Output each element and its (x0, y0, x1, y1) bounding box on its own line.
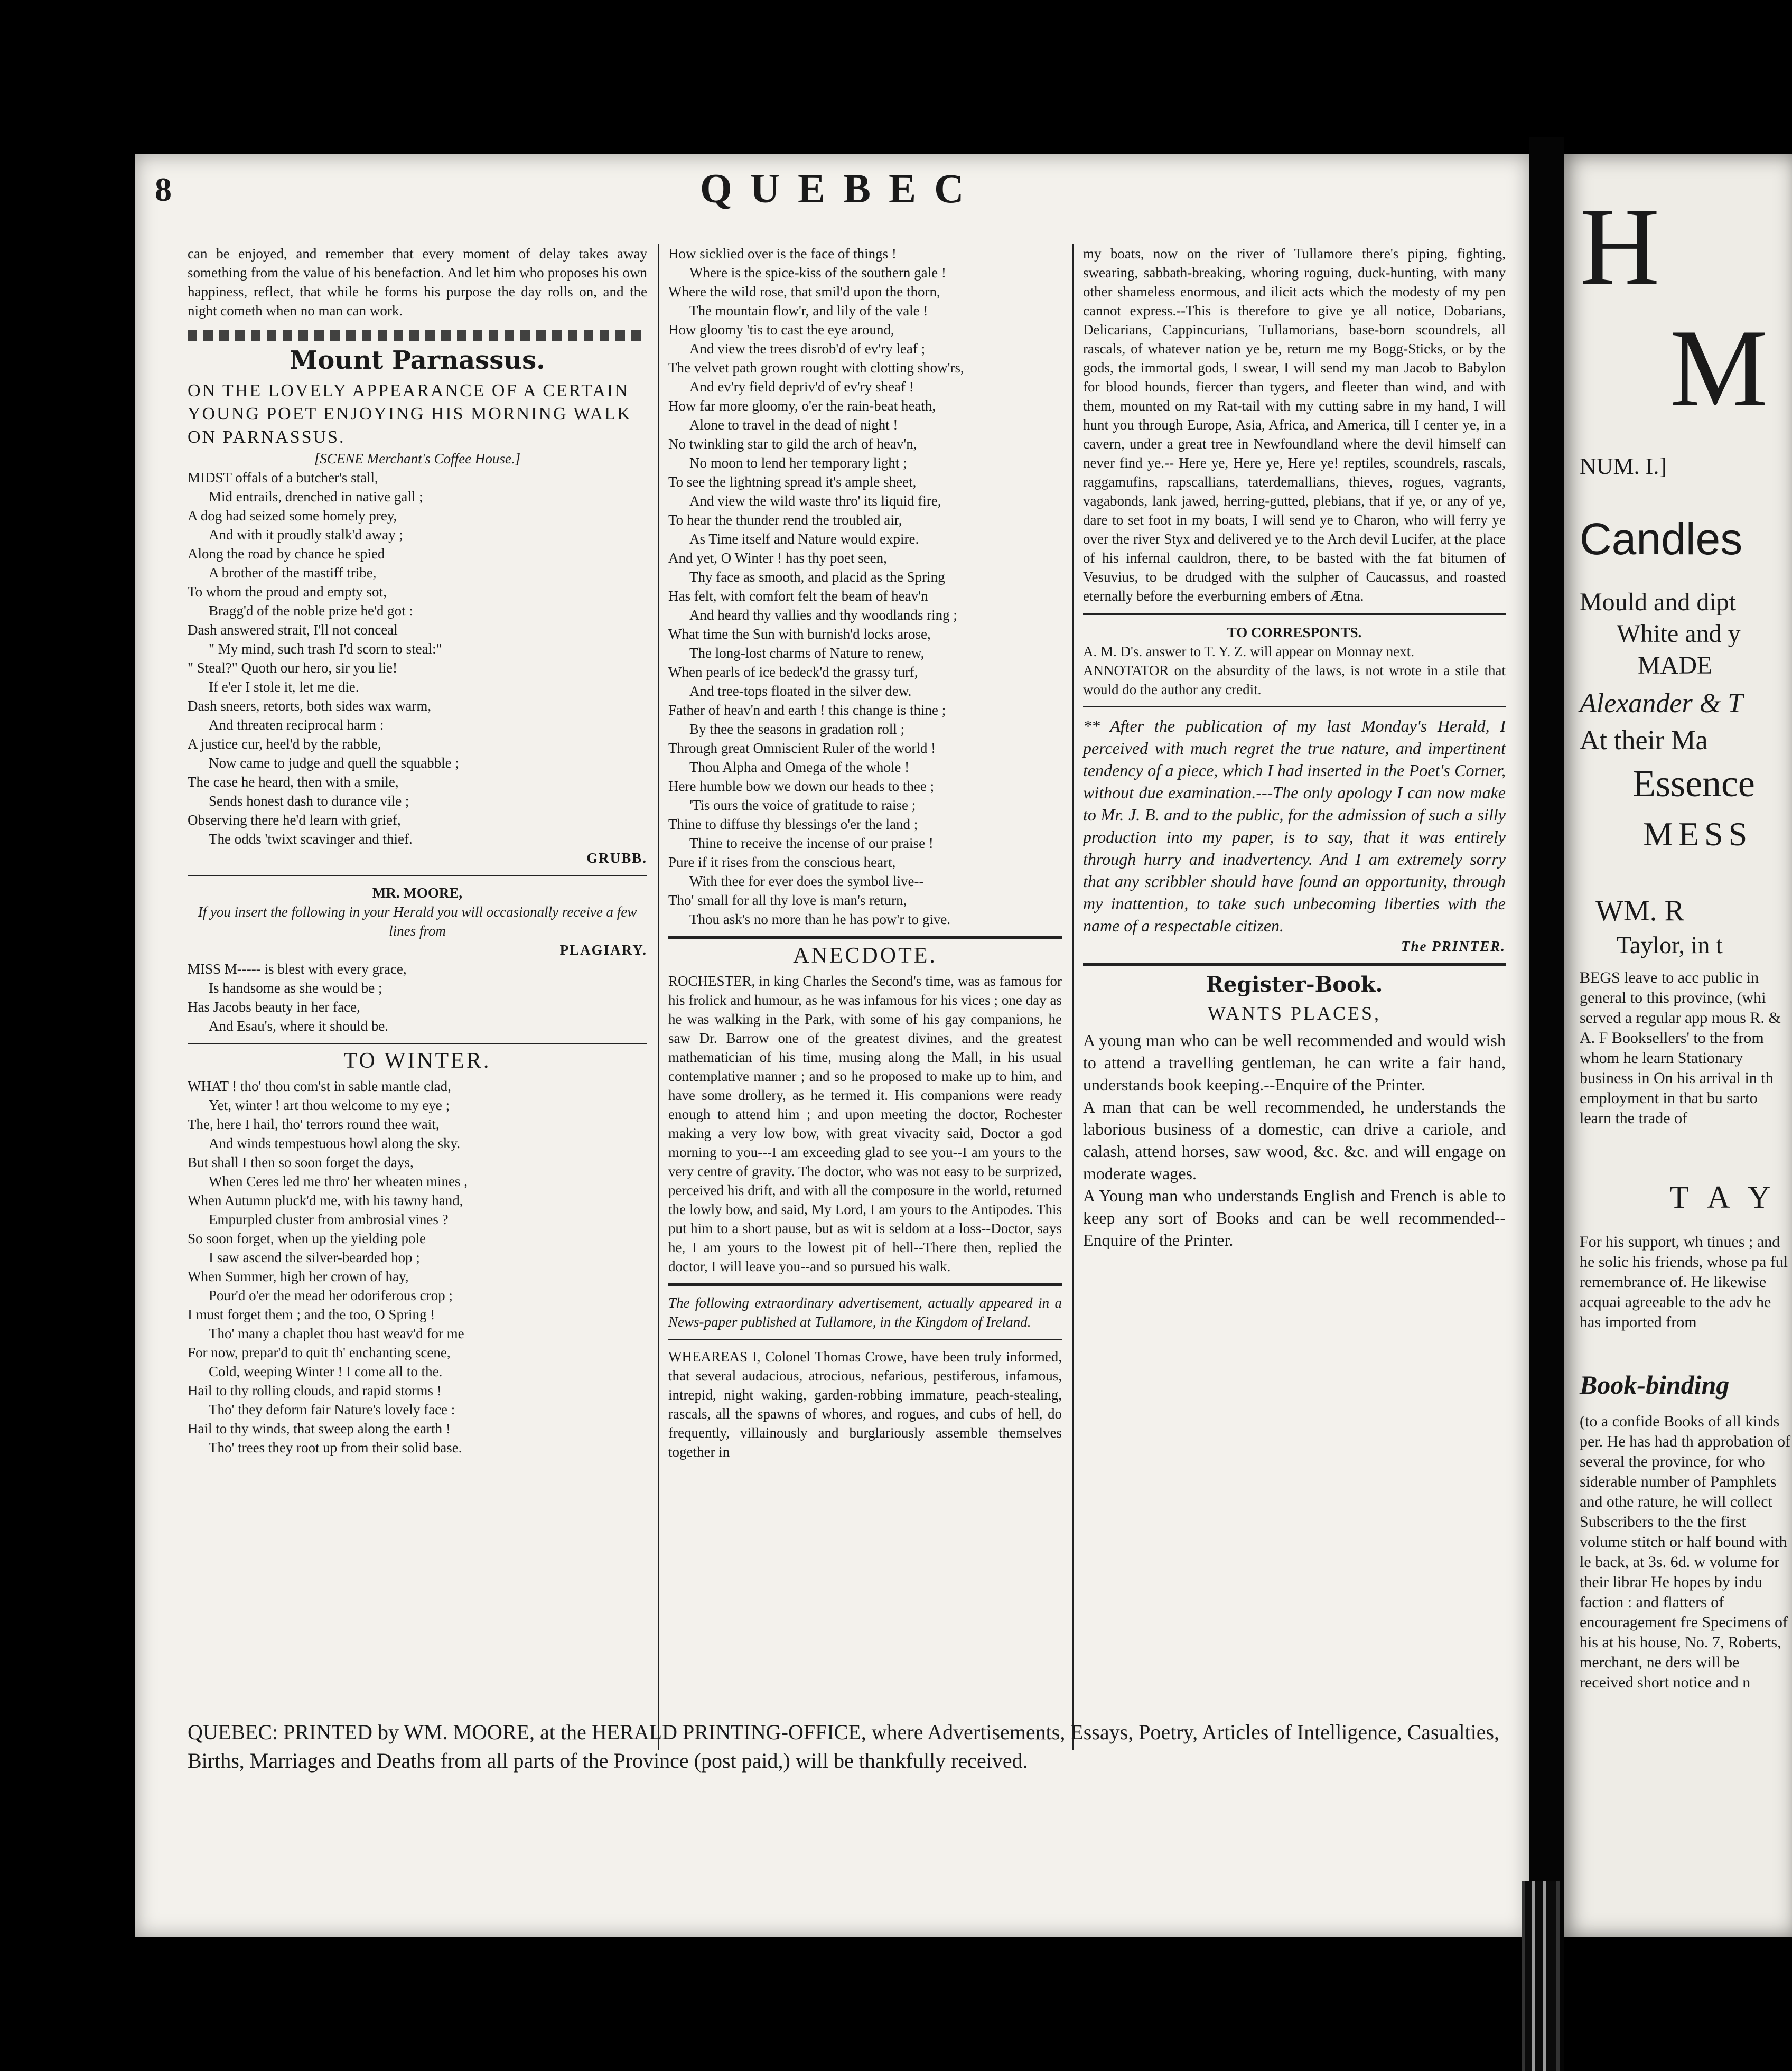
divider (188, 875, 647, 876)
verse-line: And with it proudly stalk'd away ; (209, 527, 403, 543)
verse-line: WHAT ! tho' thou com'st in sable mantle clad, (188, 1078, 451, 1094)
verse-line: Pour'd o'er the mead her odoriferous crop ; (209, 1288, 453, 1303)
divider (1083, 613, 1506, 615)
verse-line: And threaten reciprocal harm : (209, 717, 384, 733)
facing-line: Book-binding (1580, 1370, 1730, 1400)
facing-line: MESS (1643, 815, 1753, 853)
facing-paragraph: (to a confide Books of all kinds per. He has had th approbation of several the province, for who siderable number of Pamphlets and othe rature, he will collect Subscribers to the the first volume stitch or half bound with le back, at 3s. 6d. w volume for their librar He hopes by indu faction : and flatters of encouragement fre Specimens of his at his house, No. 7, Roberts, merchant, ne ders will be received short notice and n (1580, 1413, 1791, 1691)
column-rule-1 (658, 244, 659, 1750)
poem-title: TO WINTER. (343, 1049, 491, 1073)
facing-line: Alexander & T (1580, 688, 1743, 719)
verse-line: MISS M----- is blest with every grace, (188, 961, 407, 977)
advert-intro: The following extraordinary advertisement, actually appeared in a News-paper published at Tullamore, in the Kingdom of Ireland. (668, 1295, 1062, 1330)
verse-line: Cold, weeping Winter ! I come all to the. (209, 1364, 443, 1379)
divider (668, 1283, 1062, 1286)
verse-line: To hear the thunder rend the troubled air, (668, 512, 902, 528)
page-clip (1522, 1881, 1560, 2071)
correspondent-note: A. M. D's. answer to T. Y. Z. will appear on Monnay next. (1083, 643, 1415, 659)
want-ad: A young man who can be well recommended and would wish to attend a travelling gentleman, he can write a fair hand, understands book keeping.--Enquire of the Printer. (1083, 1031, 1506, 1094)
verse-line: Tho' small for all thy love is man's return, (668, 892, 907, 908)
verse-line: To whom the proud and empty sot, (188, 584, 387, 600)
verse-line: And ev'ry field depriv'd of ev'ry sheaf ! (689, 379, 914, 395)
section-heading: Mount Parnassus. (290, 346, 545, 375)
verse-line: Is handsome as she would be ; (209, 980, 382, 996)
advert-continued: my boats, now on the river of Tullamore there's piping, fighting, swearing, sabbath-breaking, whoring roguing, duck-hunting, with many other shameless enormous, and ilicit acts which the modesty of my pen cannot express.--This is therefore to give ye all notice, Dobarians, Delicarians, Cappincurians, Tullamorians, base-born scoundrels, all rascals, of whatever nation ye be, return me my Bogg-Sticks, or by the gods, the immortal gods, I swear, I will send my man Jacob to Babylon for blood hounds, fiercer than tygers, and fleeter than wind, and with them, mounted on my Rat-tail with my cutting sabre in my hand, I will hunt you through Europe, Asia, Africa, and America, till I center ye, in a cavern, under a great tree in Newfoundland where the devil himself can never find ye.-- Here ye, Here ye, Here ye! reptiles, scoundrels, rascals, raggamufins, rapscallians, taterdemallians, thieves, rogues, vagrants, vagabonds, lank jawed, herring-gutted, plebians, that if ye, or any of ye, dare to set foot in my boats, I will send ye to Charon, who will ferry ye over the river Styx and delivered ye to the Arch devil Lucifer, at the place of his infernal cauldron, there, to be basted with the fat bitumen of Vesuvius, to be drudged with the sulpher of Caucassus, and roasted eternally before the everburning embers of Ætna. (1083, 246, 1506, 604)
clip-line (1543, 1881, 1546, 2071)
verse-line: How gloomy 'tis to cast the eye around, (668, 322, 894, 338)
verse-line: The long-lost charms of Nature to renew, (689, 645, 925, 661)
facing-heading-candles: Candles (1580, 514, 1743, 564)
verse-line: A dog had seized some homely prey, (188, 508, 397, 524)
verse-line: No moon to lend her temporary light ; (689, 455, 907, 471)
facing-line: Mould and dipt (1580, 588, 1736, 616)
divider (668, 1339, 1062, 1340)
verse-line: To see the lightning spread it's ample sheet, (668, 474, 917, 490)
verse-line: Bragg'd of the noble prize he'd got : (209, 603, 413, 619)
verse-line: If e'er I stole it, let me die. (209, 679, 359, 695)
verse-line: The velvet path grown rought with clotting show'rs, (668, 360, 964, 376)
verse-line: How far more gloomy, o'er the rain-beat heath, (668, 398, 936, 414)
facing-line: Taylor, in t (1617, 931, 1723, 958)
verse-line: Hail to thy winds, that sweep along the earth ! (188, 1421, 451, 1436)
facing-line: MADE (1638, 651, 1713, 679)
verse-line: Through great Omniscient Ruler of the world ! (668, 740, 936, 756)
want-ad: A Young man who understands English and French is able to keep any sort of Books and can be well recommended--Enquire of the Printer. (1083, 1186, 1506, 1249)
facing-paragraph: BEGS leave to acc public in general to this province, (whi served a regular app mous R. & A. F Booksellers' to the from whom he learn Stationary business in On his arrival in th employment in that bu sarto learn the trade of (1580, 969, 1781, 1127)
facing-line: Essence (1632, 762, 1755, 805)
verse-line: And winds tempestuous howl along the sky. (209, 1135, 460, 1151)
column-3 (1083, 244, 1506, 1251)
divider (1083, 706, 1506, 707)
verse-line: Thy face as smooth, and placid as the Spring (689, 569, 945, 585)
page-number: 8 (155, 171, 172, 208)
facing-masthead-2: M (1669, 307, 1768, 430)
anecdote-body: ROCHESTER, in king Charles the Second's time, was as famous for his frolick and humour, as he was infamous for his vices ; one day as he was walking in the Park, with some of his gay companions, he saw Dr. Barrow one of the greatest divines, and the greatest mathematician of his time, musing along the Mall, in his usual contemplative manner ; and so he proposed to make up to him, and have some drollery, as he termed it. His companions were ready enough to attend him ; and upon meeting the doctor, Rochester making a very low bow, with great vivacity said, Doctor a god morning to you---I am exceeding glad to see you--I am yours to the very centre of gravity. The doctor, who was not easy to be surprized, perceived his drift, and with all the composure in the world, returned the lowly bow, and said, My Lord, I am yours to the Antipodes. This put him to a short pause, but as wit is seldom at a loss--Doctor, says he, I am yours to the lowest pit of hell--There then, replied the doctor, I will leave you--and so pursued his walk. (668, 973, 1062, 1274)
verse-line: When Ceres led me thro' her wheaten mines , (209, 1173, 468, 1189)
poem-title: ON THE LOVELY APPEARANCE OF A CERTAIN YOUNG POET ENJOYING HIS MORNING WALK ON PARNASSUS. (188, 381, 632, 447)
verse-line: Thou ask's no more than he has pow'r to give. (689, 911, 951, 927)
verse-line: With thee for ever does the symbol live-- (689, 873, 924, 889)
letter-signature: PLAGIARY. (559, 942, 647, 958)
column-1 (188, 244, 647, 1457)
verse-line: " My mind, such trash I'd scorn to steal:" (209, 641, 442, 657)
verse-line: Along the road by chance he spied (188, 546, 385, 562)
facing-issue-number: NUM. I.] (1580, 453, 1667, 479)
verse-line: Tho' many a chaplet thou hast weav'd for me (209, 1326, 464, 1341)
facing-line: T A Y (1669, 1180, 1777, 1215)
facing-line: WM. R (1595, 894, 1684, 927)
verse-line: Empurpled cluster from ambrosial vines ? (209, 1211, 449, 1227)
poem-body (188, 959, 647, 1036)
printer-signature: The PRINTER. (1401, 938, 1506, 954)
verse-line: A brother of the mastiff tribe, (209, 565, 377, 581)
verse-line: Thine to diffuse thy blessings o'er the land ; (668, 816, 918, 832)
letter-body: If you insert the following in your Herald you will occasionally receive a few lines from (198, 904, 637, 939)
facing-page (1564, 154, 1792, 1937)
verse-line: Observing there he'd learn with grief, (188, 812, 401, 828)
verse-line: Thine to receive the incense of our praise ! (689, 835, 934, 851)
verse-line: 'Tis ours the voice of gratitude to raise ; (689, 797, 916, 813)
verse-line: But shall I then so soon forget the days, (188, 1154, 414, 1170)
facing-line: At their Ma (1580, 725, 1708, 755)
verse-line: And Esau's, where it should be. (209, 1018, 389, 1034)
verse-line: When Autumn pluck'd me, with his tawny hand, (188, 1192, 463, 1208)
anecdote-title: ANECDOTE. (793, 944, 937, 968)
imprint: QUEBEC: PRINTED by WM. MOORE, at the HERALD PRINTING-OFFICE, where Advertisements, Essays, Poetry, Articles of Intelligence, Casualties, Births, Marriages and Deaths from all parts of the Province (post paid,) will be thankfully received. (188, 1720, 1500, 1773)
facing-line: White and y (1617, 620, 1741, 648)
verse-line: The case he heard, then with a smile, (188, 774, 399, 790)
poem-body (188, 468, 647, 848)
poem-body (668, 244, 1062, 929)
verse-line: Where is the spice-kiss of the southern gale ! (689, 265, 946, 281)
divider (1083, 963, 1506, 966)
verse-line: No twinkling star to gild the arch of heav'n, (668, 436, 917, 452)
verse-line: And heard thy vallies and thy woodlands ring ; (689, 607, 957, 623)
verse-line: Tho' they deform fair Nature's lovely face : (209, 1402, 455, 1417)
intro-paragraph: can be enjoyed, and remember that every moment of delay takes away something from the value of his benefaction. And let him who proposes his own happiness, reflect, that while he forms his purpose the day rolls on, and the night cometh when no man can work. (188, 246, 647, 319)
verse-line: Where the wild rose, that smil'd upon the thorn, (668, 284, 940, 300)
facing-masthead-1: H (1580, 185, 1660, 308)
want-ad: A man that can be well recommended, he understands the laborious business of a domestic, can drive a cariole, and calash, attend horses, saw wood, &c. &c. and will engage on moderate wages. (1083, 1097, 1506, 1183)
verse-line: Dash sneers, retorts, both sides wax warm, (188, 698, 432, 714)
verse-line: How sicklied over is the face of things ! (668, 246, 897, 262)
correspondents-title: TO CORRESPONTS. (1227, 624, 1362, 640)
verse-line: For now, prepar'd to quit th' enchanting scene, (188, 1345, 451, 1360)
letter-heading: MR. MOORE, (372, 885, 463, 901)
verse-line: Now came to judge and quell the squabble ; (209, 755, 459, 771)
verse-line: When pearls of ice bedeck'd the grassy turf, (668, 664, 918, 680)
verse-line: I saw ascend the silver-bearded hop ; (209, 1249, 420, 1265)
book-binding (1529, 137, 1564, 2071)
verse-line: The, here I hail, tho' terrors round thee wait, (188, 1116, 440, 1132)
column-2 (668, 244, 1062, 1461)
verse-line: By thee the seasons in gradation roll ; (689, 721, 905, 737)
newspaper-page (135, 154, 1529, 1937)
verse-line: Tho' trees they root up from their solid base. (209, 1440, 462, 1456)
verse-line: Dash answered strait, I'll not conceal (188, 622, 398, 638)
correspondent-note: ANNOTATOR on the absurdity of the laws, is not wrote in a stile that would do the author any credit. (1083, 663, 1506, 697)
divider (188, 1043, 647, 1044)
wants-title: WANTS PLACES, (1207, 1003, 1382, 1024)
verse-line: Pure if it rises from the conscious heart, (668, 854, 896, 870)
poem-body (188, 1077, 647, 1457)
verse-line: Thou Alpha and Omega of the whole ! (689, 759, 910, 775)
verse-line: Alone to travel in the dead of night ! (689, 417, 898, 433)
divider (668, 936, 1062, 939)
ornament-divider (188, 330, 647, 341)
masthead: QUEBEC (700, 165, 982, 211)
facing-paragraph: For his support, wh tinues ; and he solic his friends, whose pa ful remembrance of. He likewise acquai agreeable to the adv he has imported from (1580, 1233, 1788, 1331)
poem-signature: GRUBB. (586, 850, 647, 866)
verse-line: MIDST offals of a butcher's stall, (188, 470, 378, 486)
verse-line: When Summer, high her crown of hay, (188, 1268, 409, 1284)
verse-line: The odds 'twixt scavinger and thief. (209, 831, 413, 847)
verse-line: Has felt, with comfort felt the beam of heav'n (668, 588, 928, 604)
verse-line: Hail to thy rolling clouds, and rapid storms ! (188, 1383, 442, 1398)
verse-line: " Steal?" Quoth our hero, sir you lie! (188, 660, 397, 676)
verse-line: Sends honest dash to durance vile ; (209, 793, 409, 809)
verse-line: So soon forget, when up the yielding pole (188, 1230, 426, 1246)
printer-note: ** After the publication of my last Monday's Herald, I perceived with much regret the true nature, and impertinent tendency of a piece, which I had inserted in the Poet's Corner, without due examination.---The only apology I can now make to Mr. J. B. and to the public, for the admission of such a silly production into my paper, is to say, that it was entirely through hurry and inadvertency. And I am extremely sorry that any scribbler should have found an opportunity, through my inattention, to take such unbecoming liberties with the name of a respectable citizen. (1083, 716, 1506, 935)
verse-line: As Time itself and Nature would expire. (689, 531, 919, 547)
verse-line: And tree-tops floated in the silver dew. (689, 683, 912, 699)
verse-line: Mid entrails, drenched in native gall ; (209, 489, 423, 505)
verse-line: Has Jacobs beauty in her face, (188, 999, 360, 1015)
poem-scene: [SCENE Merchant's Coffee House.] (314, 451, 521, 467)
clip-line (1532, 1881, 1535, 2071)
verse-line: Father of heav'n and earth ! this change is thine ; (668, 702, 946, 718)
register-title: Register-Book. (1206, 972, 1383, 997)
column-rule-2 (1072, 244, 1074, 1750)
advert-body: WHEAREAS I, Colonel Thomas Crowe, have been truly informed, that several audacious, atrocious, nefarious, pestiferous, infamous, intrepid, night waking, garden-robbing immature, peach-stealing, rascals, all the spawns of whores, and rogues, and cubs of hell, do frequently, villainously and burglariously assemble themselves together in (668, 1349, 1062, 1460)
verse-line: And yet, O Winter ! has thy poet seen, (668, 550, 887, 566)
verse-line: What time the Sun with burnish'd locks arose, (668, 626, 931, 642)
verse-line: The mountain flow'r, and lily of the vale ! (689, 303, 928, 319)
verse-line: A justice cur, heel'd by the rabble, (188, 736, 381, 752)
verse-line: I must forget them ; and the too, O Spring ! (188, 1307, 435, 1322)
verse-line: And view the wild waste thro' its liquid fire, (689, 493, 941, 509)
verse-line: Yet, winter ! art thou welcome to my eye ; (209, 1097, 450, 1113)
verse-line: And view the trees disrob'd of ev'ry leaf ; (689, 341, 926, 357)
verse-line: Here humble bow we down our heads to thee ; (668, 778, 935, 794)
